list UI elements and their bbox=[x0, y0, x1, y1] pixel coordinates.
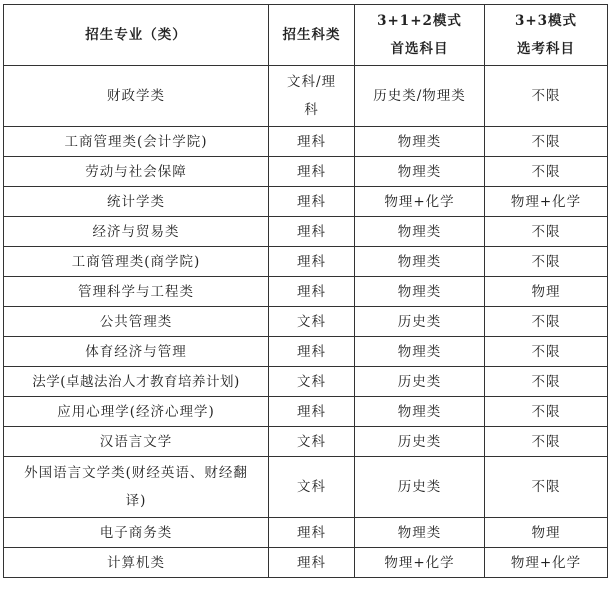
table-row bbox=[4, 427, 608, 457]
cell-mode312: 历史类 bbox=[355, 307, 485, 337]
cell-mode312: 历史类 bbox=[355, 427, 485, 457]
cell-mode33: 不限 bbox=[485, 337, 608, 367]
cell-category: 理科 bbox=[269, 187, 355, 217]
cell-major: 体育经济与管理 bbox=[4, 337, 269, 367]
cell-mode312: 物理类 bbox=[355, 518, 485, 548]
table-row bbox=[4, 127, 608, 157]
table-row bbox=[4, 157, 608, 187]
header-mode33 bbox=[485, 5, 608, 66]
header-category: 招生科类 bbox=[269, 5, 355, 66]
cell-category: 文科 bbox=[269, 457, 355, 518]
cell-category: 理科 bbox=[269, 337, 355, 367]
cell-major: 汉语言文学 bbox=[4, 427, 269, 457]
table-row bbox=[4, 277, 608, 307]
cell-major: 电子商务类 bbox=[4, 518, 269, 548]
cell-mode312: 物理类 bbox=[355, 337, 485, 367]
cell-mode312: 物理类 bbox=[355, 157, 485, 187]
cell-mode312: 物理类 bbox=[355, 127, 485, 157]
cell-mode33: 不限 bbox=[485, 66, 608, 127]
table-row bbox=[4, 247, 608, 277]
cell-category: 理科 bbox=[269, 548, 355, 578]
cell-major: 计算机类 bbox=[4, 548, 269, 578]
table-row bbox=[4, 518, 608, 548]
cell-mode33: 不限 bbox=[485, 397, 608, 427]
cell-mode312: 物理+化学 bbox=[355, 187, 485, 217]
cell-major: 财政学类 bbox=[4, 66, 269, 127]
cell-major: 应用心理学(经济心理学) bbox=[4, 397, 269, 427]
table-row bbox=[4, 397, 608, 427]
cell-category: 文科 bbox=[269, 367, 355, 397]
admission-table-wrapper bbox=[3, 4, 608, 578]
table-body bbox=[4, 66, 608, 578]
table-row bbox=[4, 367, 608, 397]
cell-mode312: 历史类 bbox=[355, 367, 485, 397]
table-row bbox=[4, 307, 608, 337]
cell-category: 理科 bbox=[269, 247, 355, 277]
header-mode312-subtitle: 首选科目 bbox=[390, 41, 449, 57]
table-header bbox=[4, 5, 608, 66]
header-mode312-title: 3+1+2模式 bbox=[377, 13, 462, 29]
header-major: 招生专业（类） bbox=[4, 5, 269, 66]
cell-mode312: 物理类 bbox=[355, 397, 485, 427]
cell-mode312: 历史类 bbox=[355, 457, 485, 518]
cell-category: 理科 bbox=[269, 518, 355, 548]
cell-mode33: 物理 bbox=[485, 277, 608, 307]
cell-mode33: 不限 bbox=[485, 427, 608, 457]
cell-major: 劳动与社会保障 bbox=[4, 157, 269, 187]
cell-category: 文科 bbox=[269, 307, 355, 337]
admission-table bbox=[3, 4, 608, 578]
cell-category: 理科 bbox=[269, 157, 355, 187]
cell-major: 法学(卓越法治人才教育培养计划) bbox=[4, 367, 269, 397]
cell-major: 工商管理类(会计学院) bbox=[4, 127, 269, 157]
header-row bbox=[4, 5, 608, 66]
header-mode33-title: 3+3模式 bbox=[514, 13, 578, 29]
cell-mode33: 物理+化学 bbox=[485, 548, 608, 578]
cell-major: 外国语言文学类(财经英语、财经翻译) bbox=[4, 457, 269, 518]
cell-category: 文科/理科 bbox=[269, 66, 355, 127]
table-row bbox=[4, 187, 608, 217]
cell-category: 理科 bbox=[269, 277, 355, 307]
cell-major: 经济与贸易类 bbox=[4, 217, 269, 247]
table-row bbox=[4, 457, 608, 518]
cell-major: 管理科学与工程类 bbox=[4, 277, 269, 307]
cell-category: 理科 bbox=[269, 217, 355, 247]
cell-mode33: 不限 bbox=[485, 247, 608, 277]
cell-mode33: 不限 bbox=[485, 367, 608, 397]
cell-category: 文科 bbox=[269, 427, 355, 457]
cell-mode33: 不限 bbox=[485, 157, 608, 187]
cell-mode33: 物理+化学 bbox=[485, 187, 608, 217]
cell-category: 理科 bbox=[269, 127, 355, 157]
cell-category: 理科 bbox=[269, 397, 355, 427]
cell-major: 公共管理类 bbox=[4, 307, 269, 337]
table-row bbox=[4, 337, 608, 367]
header-mode33-subtitle: 选考科目 bbox=[517, 41, 575, 57]
cell-major: 工商管理类(商学院) bbox=[4, 247, 269, 277]
cell-mode33: 不限 bbox=[485, 217, 608, 247]
header-mode312 bbox=[355, 5, 485, 66]
cell-mode33: 不限 bbox=[485, 307, 608, 337]
cell-mode33: 不限 bbox=[485, 127, 608, 157]
table-row bbox=[4, 217, 608, 247]
cell-mode312: 物理类 bbox=[355, 277, 485, 307]
table-row bbox=[4, 66, 608, 127]
cell-major: 统计学类 bbox=[4, 187, 269, 217]
cell-mode312: 历史类/物理类 bbox=[355, 66, 485, 127]
table-row bbox=[4, 548, 608, 578]
cell-mode33: 物理 bbox=[485, 518, 608, 548]
cell-mode33: 不限 bbox=[485, 457, 608, 518]
cell-mode312: 物理+化学 bbox=[355, 548, 485, 578]
cell-mode312: 物理类 bbox=[355, 217, 485, 247]
cell-mode312: 物理类 bbox=[355, 247, 485, 277]
